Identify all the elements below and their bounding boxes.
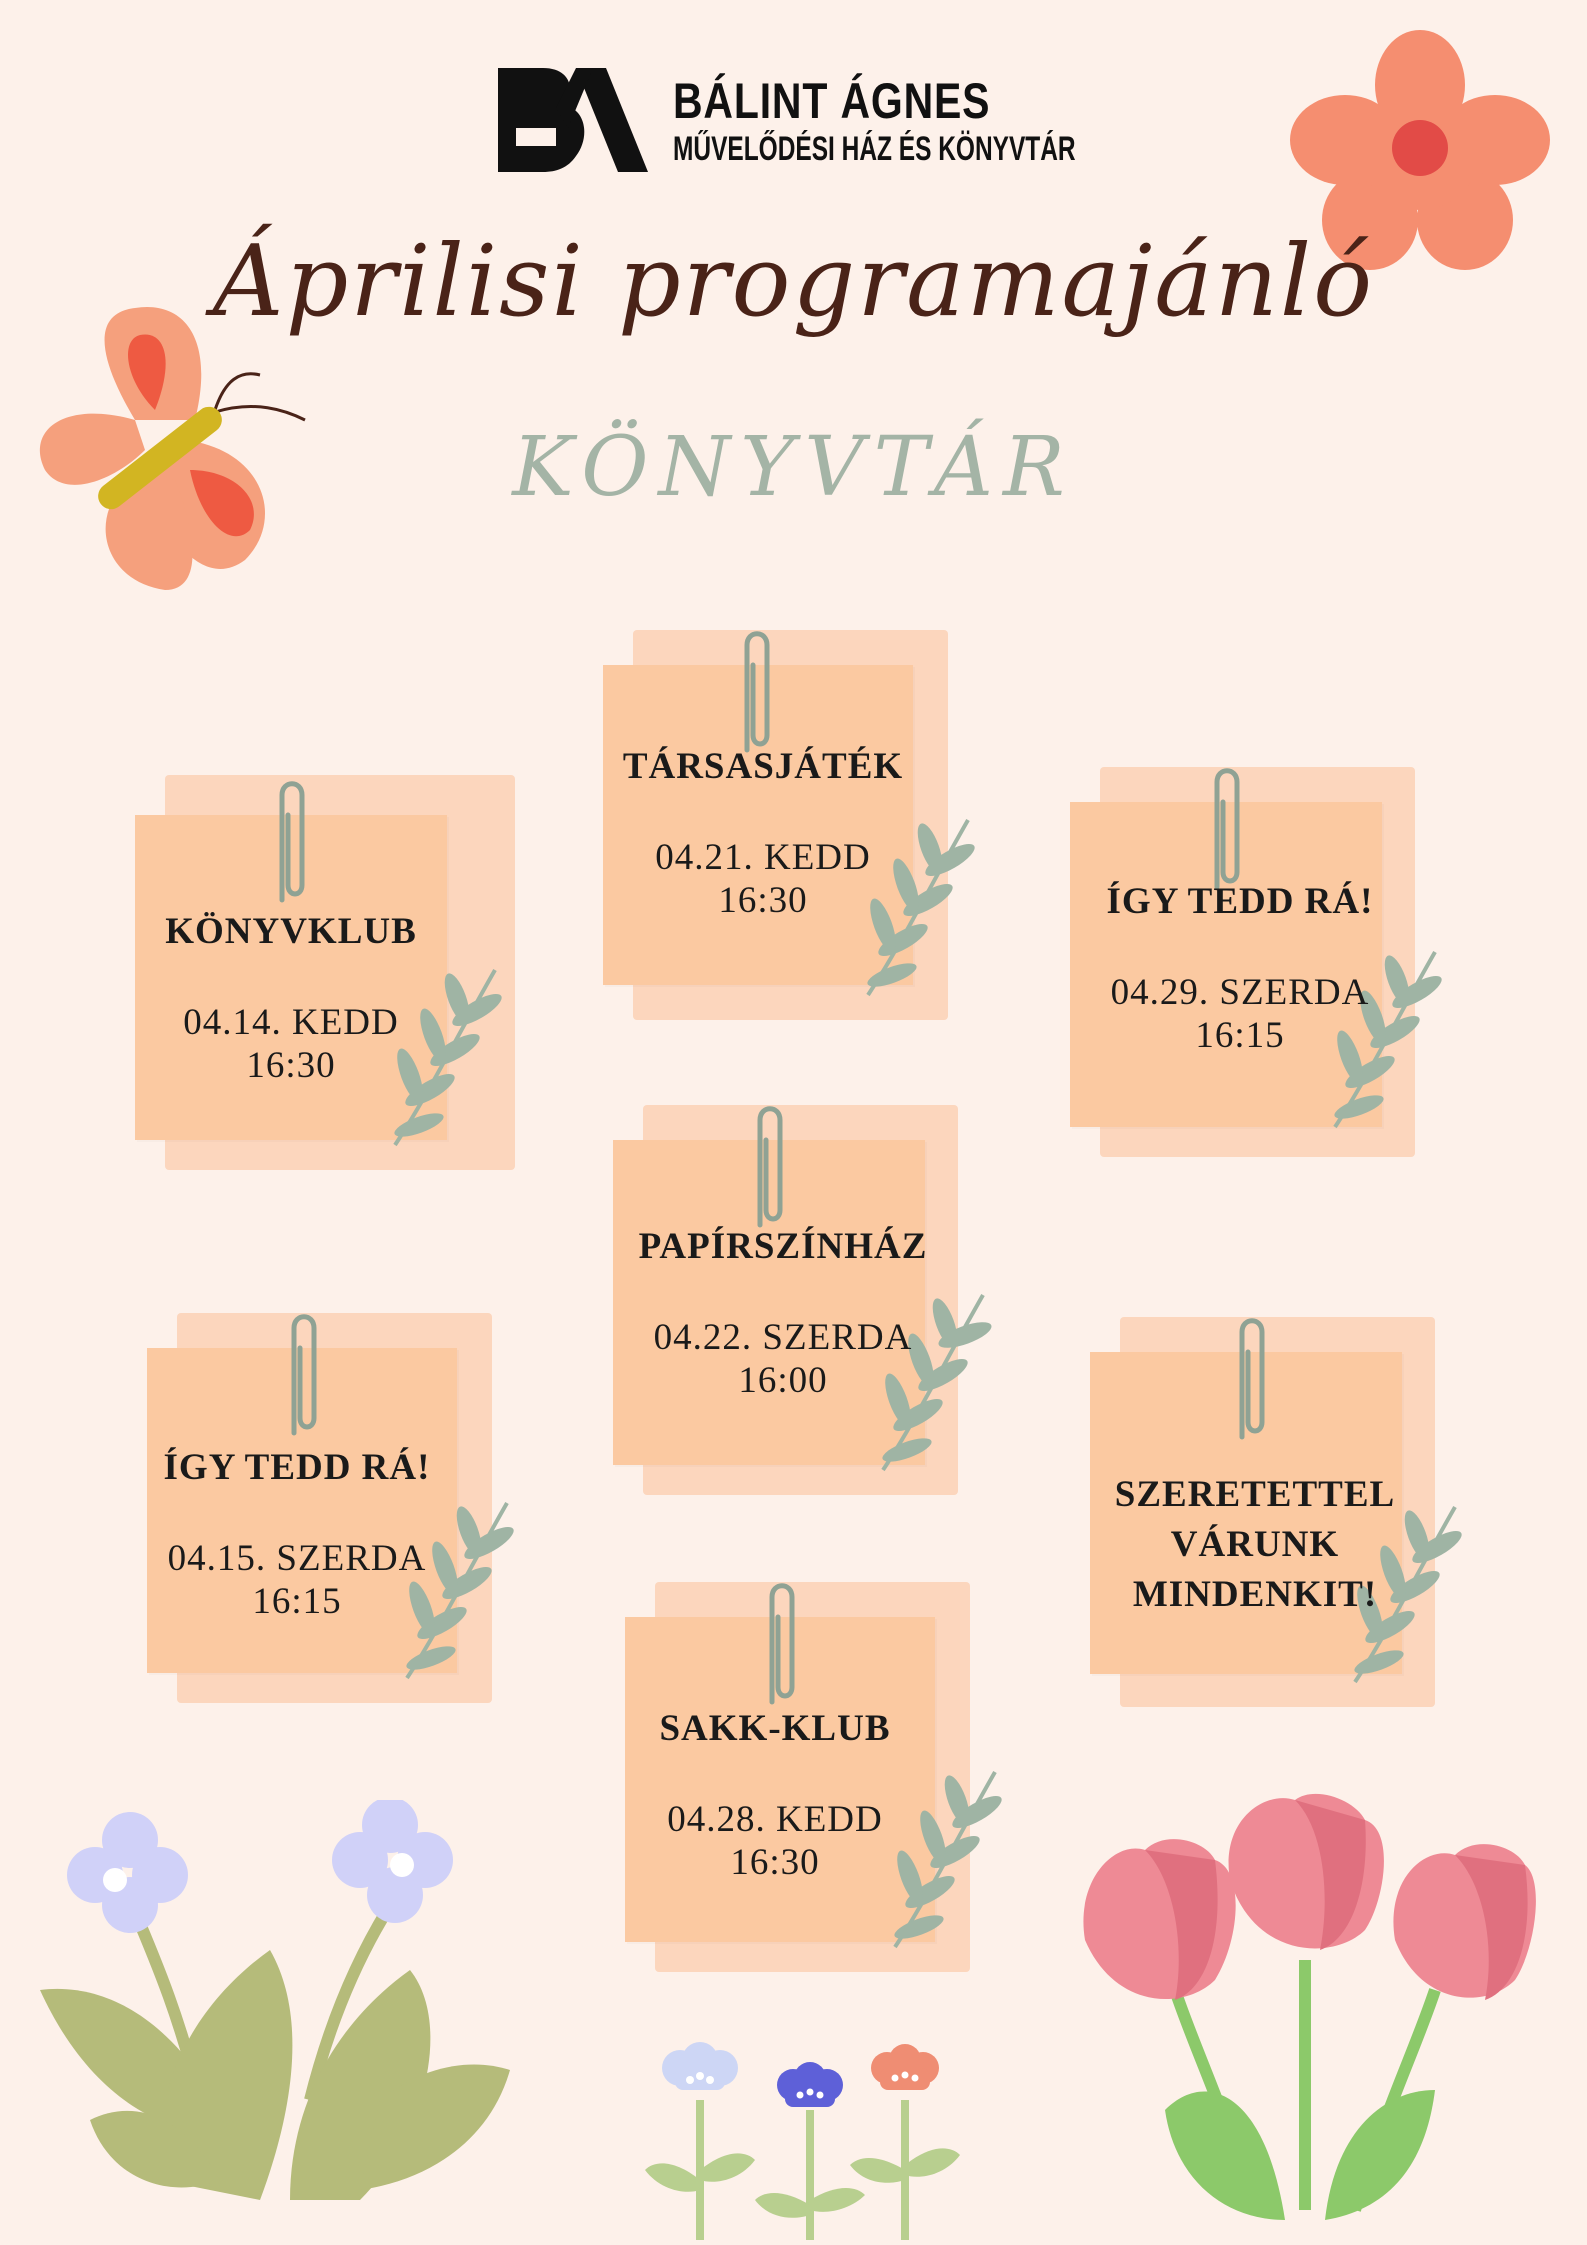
note-time: 16:30 (730, 1842, 820, 1883)
note-title: SAKK-KLUB (659, 1708, 891, 1749)
program-note (613, 1100, 998, 1500)
note-time: 16:30 (246, 1045, 336, 1086)
note-date: 04.22. SZERDA (653, 1317, 913, 1358)
note-time: 16:15 (1195, 1015, 1285, 1056)
program-note (135, 775, 520, 1175)
welcome-note (1090, 1312, 1475, 1712)
small-flowers-icon (635, 2040, 965, 2240)
note-time: 16:00 (738, 1360, 828, 1401)
note-title: KÖNYVKLUB (165, 911, 417, 952)
note-title: ÍGY TEDD RÁ! (163, 1447, 431, 1488)
note-title: TÁRSASJÁTÉK (622, 746, 904, 787)
organization-logo (498, 68, 1098, 178)
program-note (1070, 762, 1455, 1162)
tulips-icon (1065, 1790, 1545, 2230)
note-time: 16:15 (252, 1581, 342, 1622)
note-date: 04.14. KEDD (183, 1002, 399, 1043)
note-time: 16:30 (718, 880, 808, 921)
note-date: 04.21. KEDD (655, 837, 871, 878)
note-title: SZERETETTEL VÁRUNK MINDENKIT! (1114, 1474, 1396, 1615)
note-title: ÍGY TEDD RÁ! (1106, 881, 1374, 922)
note-date: 04.15. SZERDA (167, 1538, 427, 1579)
program-note (625, 1577, 1010, 1977)
page-title: Áprilisi programajánló (212, 225, 1375, 339)
logo-subtitle: MŰVELŐDÉSI HÁZ ÉS KÖNYVTÁR (673, 130, 1076, 168)
program-note (147, 1308, 532, 1708)
program-note (603, 625, 988, 1025)
logo-title: BÁLINT ÁGNES (673, 73, 991, 129)
page-subtitle: KÖNYVTÁR (512, 420, 1075, 515)
note-title: PAPÍRSZÍNHÁZ (638, 1226, 928, 1267)
note-date: 04.29. SZERDA (1110, 972, 1370, 1013)
ba-logo-icon (498, 68, 648, 172)
note-date: 04.28. KEDD (667, 1799, 883, 1840)
plant-with-flowers-icon (30, 1800, 520, 2220)
